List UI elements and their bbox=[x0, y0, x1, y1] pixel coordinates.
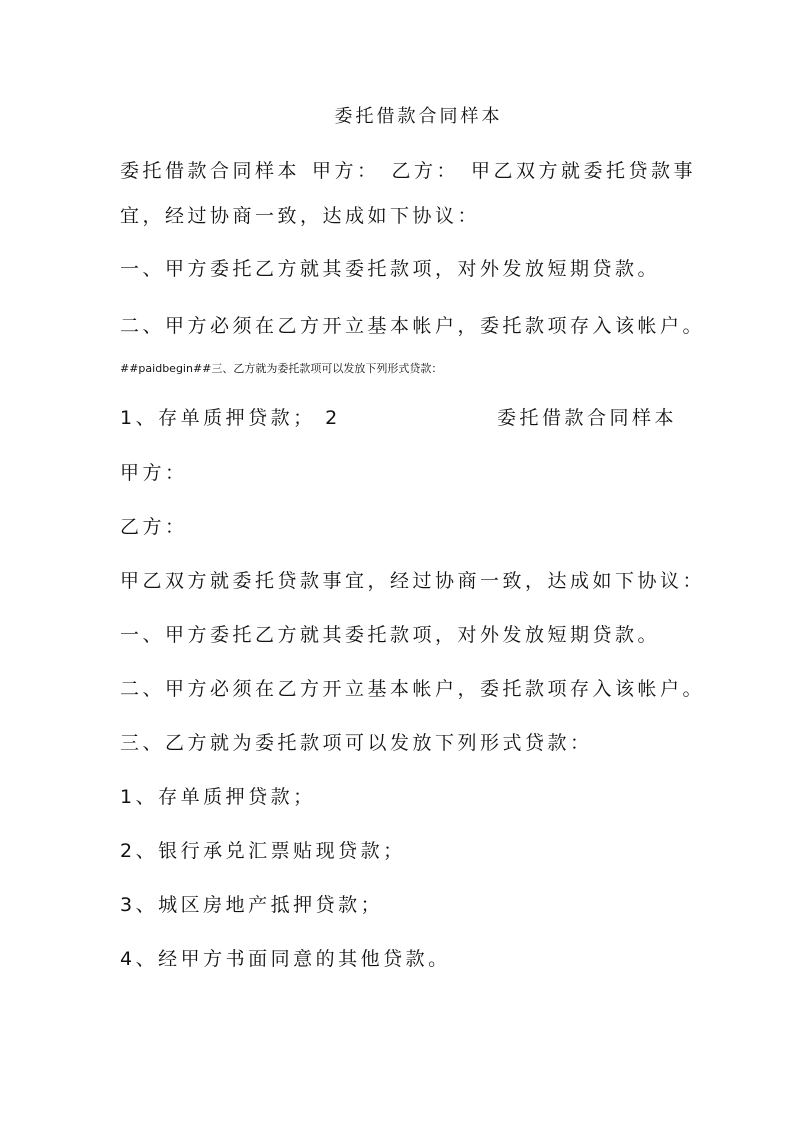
summary-clause-1: 一、甲方委托乙方就其委托款项，对外发放短期贷款。 bbox=[120, 258, 661, 280]
item-line-left: 1、存单质押贷款； 2 bbox=[120, 407, 341, 429]
intro-line-2: 宜，经过协商一致，达成如下协议： bbox=[120, 205, 481, 227]
agreement-intro: 甲乙双方就委托贷款事宜，经过协商一致，达成如下协议： bbox=[120, 570, 706, 592]
summary-clause-2: 二、甲方必须在乙方开立基本帐户，委托款项存入该帐户。 bbox=[120, 315, 706, 337]
item-line-right: 委托借款合同样本 bbox=[497, 407, 678, 429]
intro-party-a: 甲方： bbox=[312, 160, 380, 182]
list-item: 3、城区房地产抵押贷款； bbox=[120, 894, 384, 916]
intro-rest: 甲乙双方就委托贷款事 bbox=[471, 160, 697, 182]
intro-title: 委托借款合同样本 bbox=[120, 160, 301, 182]
document-title: 委托借款合同样本 bbox=[334, 106, 503, 127]
clause-2: 二、甲方必须在乙方开立基本帐户，委托款项存入该帐户。 bbox=[120, 678, 706, 700]
list-item: 4、经甲方书面同意的其他贷款。 bbox=[120, 948, 451, 970]
clause-3: 三、乙方就为委托款项可以发放下列形式贷款： bbox=[120, 732, 593, 754]
list-item: 1、存单质押贷款； bbox=[120, 786, 316, 808]
intro-line-1 bbox=[120, 158, 696, 184]
party-b-label: 乙方： bbox=[120, 516, 188, 538]
list-item: 2、银行承兑汇票贴现贷款； bbox=[120, 840, 406, 862]
party-a-label: 甲方： bbox=[120, 462, 188, 484]
paid-marker-line: ##paidbegin##三、乙方就为委托款项可以发放下列形式贷款： bbox=[120, 362, 443, 375]
clause-1: 一、甲方委托乙方就其委托款项，对外发放短期贷款。 bbox=[120, 624, 661, 646]
intro-party-b: 乙方： bbox=[391, 160, 460, 182]
